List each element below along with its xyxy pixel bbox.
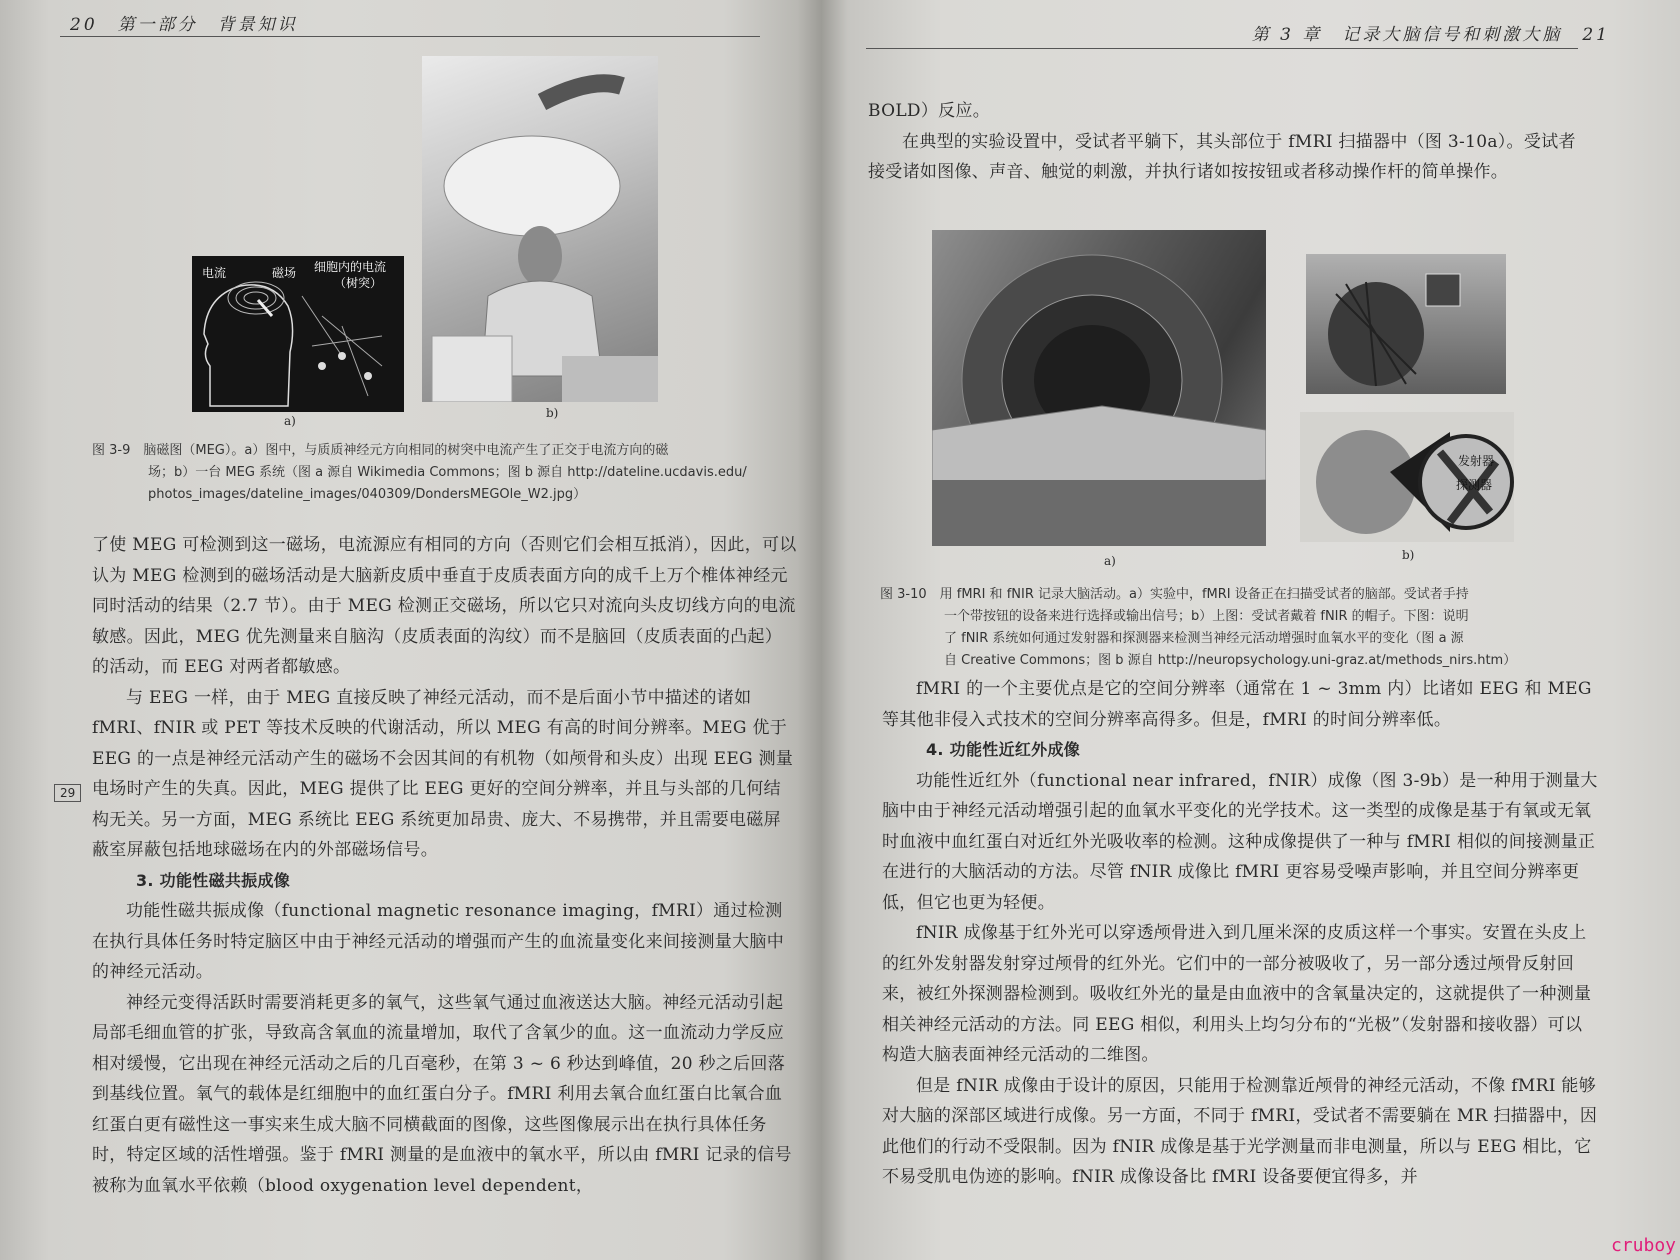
left-page (0, 0, 822, 1260)
header-rule (60, 36, 760, 37)
right-page (822, 0, 1680, 1260)
figure-3-9a-diagram (192, 256, 404, 412)
right-body-text-bottom (882, 674, 1598, 1193)
caption-line: photos_images/dateline_images/040309/DondersMEGOle_W2.jpg） (148, 487, 587, 502)
running-header-left: 20 第一部分 背景知识 (70, 15, 298, 35)
paragraph: 与 EEG 一样，由于 MEG 直接反映了神经元活动，而不是后面小节中描述的诸如 fMRI、fNIR 或 PET 等技术反映的代谢活动，所以 MEG 有高的时间分辨率。MEG 优于 EEG 的一点是神经元活动产生的磁场不会因其间的有机物（如颅骨和头皮）出现 EEG 测量电场时产生的失真。因此，MEG 提供了比 EEG 更好的空间分辨率，并且与头部的几何结构无关。另一方面，MEG 系统比 EEG 系统更加昂贵、庞大、不易携带，并且需要电磁屏蔽室屏蔽包括地球磁场在内的外部磁场信号。 (92, 687, 794, 860)
paragraph: 神经元变得活跃时需要消耗更多的氧气，这些氧气通过血液送达大脑。神经元活动引起局部毛细血管的扩张，导致高含氧血的流量增加，取代了含氧少的血。这一血流动力学反应相对缓慢，它出现在神经元活动之后的几百毫秒，在第 3 ~ 6 秒达到峰值，20 秒之后回落到基线位置。氧气的载体是红细胞中的血红蛋白分子。fMRI 利用去氧合血红蛋白比氧合血红蛋白更有磁性这一事实来生成大脑不同横截面的图像，这些图像展示出在执行具体任务时，特定区域的活性增强。鉴于 fMRI 测量的是血液中的氧水平，所以由 fMRI 记录的信号被称为血氧水平依赖（blood oxygenation level dependent， (92, 992, 792, 1196)
paragraph: 功能性近红外（functional near infrared，fNIR）成像（图 3-9b）是一种用于测量大脑中由于神经元活动增强引起的血氧水平变化的光学技术。这一类型的成像是基于有氧或无氧时血液中血红蛋白对近红外光吸收率的检测。这种成像提供了一种与 fMRI 相似的间接测量正在进行的大脑活动的方法。尽管 fNIR 成像比 fMRI 更容易受噪声影响，并且空间分辨率更低，但它也更为轻便。 (882, 770, 1598, 913)
label-emitter: 发射器 (1458, 454, 1495, 468)
figure-3-9-caption (92, 440, 802, 506)
figure-3-10a-fmri-photo (932, 230, 1266, 546)
paragraph: 功能性磁共振成像（functional magnetic resonance imaging，fMRI）通过检测在执行具体任务时特定脑区中由于神经元活动的增强而产生的血流量变化来间接测量大脑中的神经元活动。 (92, 901, 784, 982)
paragraph: fNIR 成像基于红外光可以穿透颅骨进入到几厘米深的皮质这样一个事实。安置在头皮上的红外发射器发射穿过颅骨的红外光。它们中的一部分被吸收了，另一部分透过颅骨反射回来，被红外探测器检测到。吸收红外光的量是由血液中的含氧量决定的，这就提供了一种测量相关神经元活动的方法。同 EEG 相似，利用头上均匀分布的“光极”（发射器和接收器）可以构造大脑表面神经元活动的二维图。 (882, 923, 1592, 1065)
margin-page-number: 29 (54, 784, 81, 802)
figure-3-9b-meg-photo (422, 56, 658, 402)
section-heading-fmri: 3. 功能性磁共振成像 (136, 870, 291, 890)
caption-line: 图 3-9 脑磁图（MEG）。a）图中，与质质神经元方向相同的树突中电流产生了正交于电流方向的磁 (92, 443, 669, 458)
paragraph: 但是 fNIR 成像由于设计的原因，只能用于检测靠近颅骨的神经元活动，不像 fMRI 能够对大脑的深部区域进行成像。另一方面，不同于 fMRI，受试者不需要躺在 MR 扫描器中，因此他们的行动不受限制。因为 fNIR 成像是基于光学测量而非电测量，所以与 EEG 相比，它不易受肌电伪迹的影响。fNIR 成像设备比 fMRI 设备要便宜得多，并 (882, 1075, 1598, 1187)
caption-line: 图 3-10 用 fMRI 和 fNIR 记录大脑活动。a）实验中，fMRI 设备正在扫描受试者的脑部。受试者手持 (880, 587, 1469, 602)
fnir-cap-photo-shapes (1306, 254, 1506, 394)
running-header-right: 第 3 章 记录大脑信号和刺激大脑 21 (1251, 25, 1610, 45)
paragraph: 了使 MEG 可检测到这一磁场，电流源应有相同的方向（否则它们会相互抵消），因此，可以认为 MEG 检测到的磁场活动是大脑新皮质中垂直于皮质表面方向的成千上万个椎体神经元同时活动的结果（2.7 节）。由于 MEG 检测正交磁场，所以它只对流向头皮切线方向的电流敏感。因此，MEG 优先测量来自脑沟（皮质表面的沟纹）而不是脑回（皮质表面的凸起）的活动，而 EEG 对两者都敏感。 (92, 535, 797, 677)
diagram-label-current: 电流 (202, 266, 227, 280)
figure-3-10-sublabel-a: a) (1104, 554, 1116, 568)
caption-line: 了 fNIR 系统如何通过发射器和探测器来检测当神经元活动增强时血氧水平的变化（图 a 源 (944, 631, 1464, 646)
diagram-label-dendrite: （树突） (334, 276, 383, 290)
figure-3-10b-fnir-diagram (1300, 412, 1514, 542)
header-rule (866, 48, 1578, 49)
paragraph: 在典型的实验设置中，受试者平躺下，其头部位于 fMRI 扫描器中（图 3-10a）。受试者接受诸如图像、声音、触觉的刺激，并执行诸如按按钮或者移动操作杆的简单操作。 (868, 131, 1576, 182)
right-body-text-top (868, 96, 1584, 188)
diagram-label-cell-current: 细胞内的电流 (314, 260, 387, 274)
section-heading-fnir: 4. 功能性近红外成像 (926, 740, 1081, 759)
fmri-scanner-photo-shapes (932, 230, 1266, 546)
figure-3-10-sublabel-b: b) (1402, 548, 1415, 562)
caption-line: 场；b）一台 MEG 系统（图 a 源自 Wikimedia Commons；图 b 源自 http://dateline.ucdavis.edu/ (148, 465, 747, 480)
left-body-text (92, 530, 798, 1201)
figure-3-10-caption (880, 584, 1624, 672)
figure-3-9-sublabel-a: a) (284, 414, 296, 428)
paragraph: fMRI 的一个主要优点是它的空间分辨率（通常在 1 ~ 3mm 内）比诸如 EEG 和 MEG 等其他非侵入式技术的空间分辨率高得多。但是，fMRI 的时间分辨率低。 (882, 679, 1592, 730)
diagram-label-field: 磁场 (272, 266, 297, 280)
paragraph: BOLD）反应。 (868, 101, 991, 121)
meg-system-photo-shapes (422, 56, 658, 402)
figure-3-10b-fnir-cap-photo (1306, 254, 1506, 394)
caption-line: 一个带按钮的设备来进行选择或输出信号；b）上图：受试者戴着 fNIR 的帽子。下图：说明 (944, 609, 1469, 624)
figure-3-9-sublabel-b: b) (546, 406, 559, 420)
watermark: cruboy (1610, 1235, 1676, 1256)
label-detector: 探测器 (1456, 478, 1493, 492)
caption-line: 自 Creative Commons；图 b 源自 http://neuropsychology.uni-graz.at/methods_nirs.htm） (944, 653, 1517, 668)
